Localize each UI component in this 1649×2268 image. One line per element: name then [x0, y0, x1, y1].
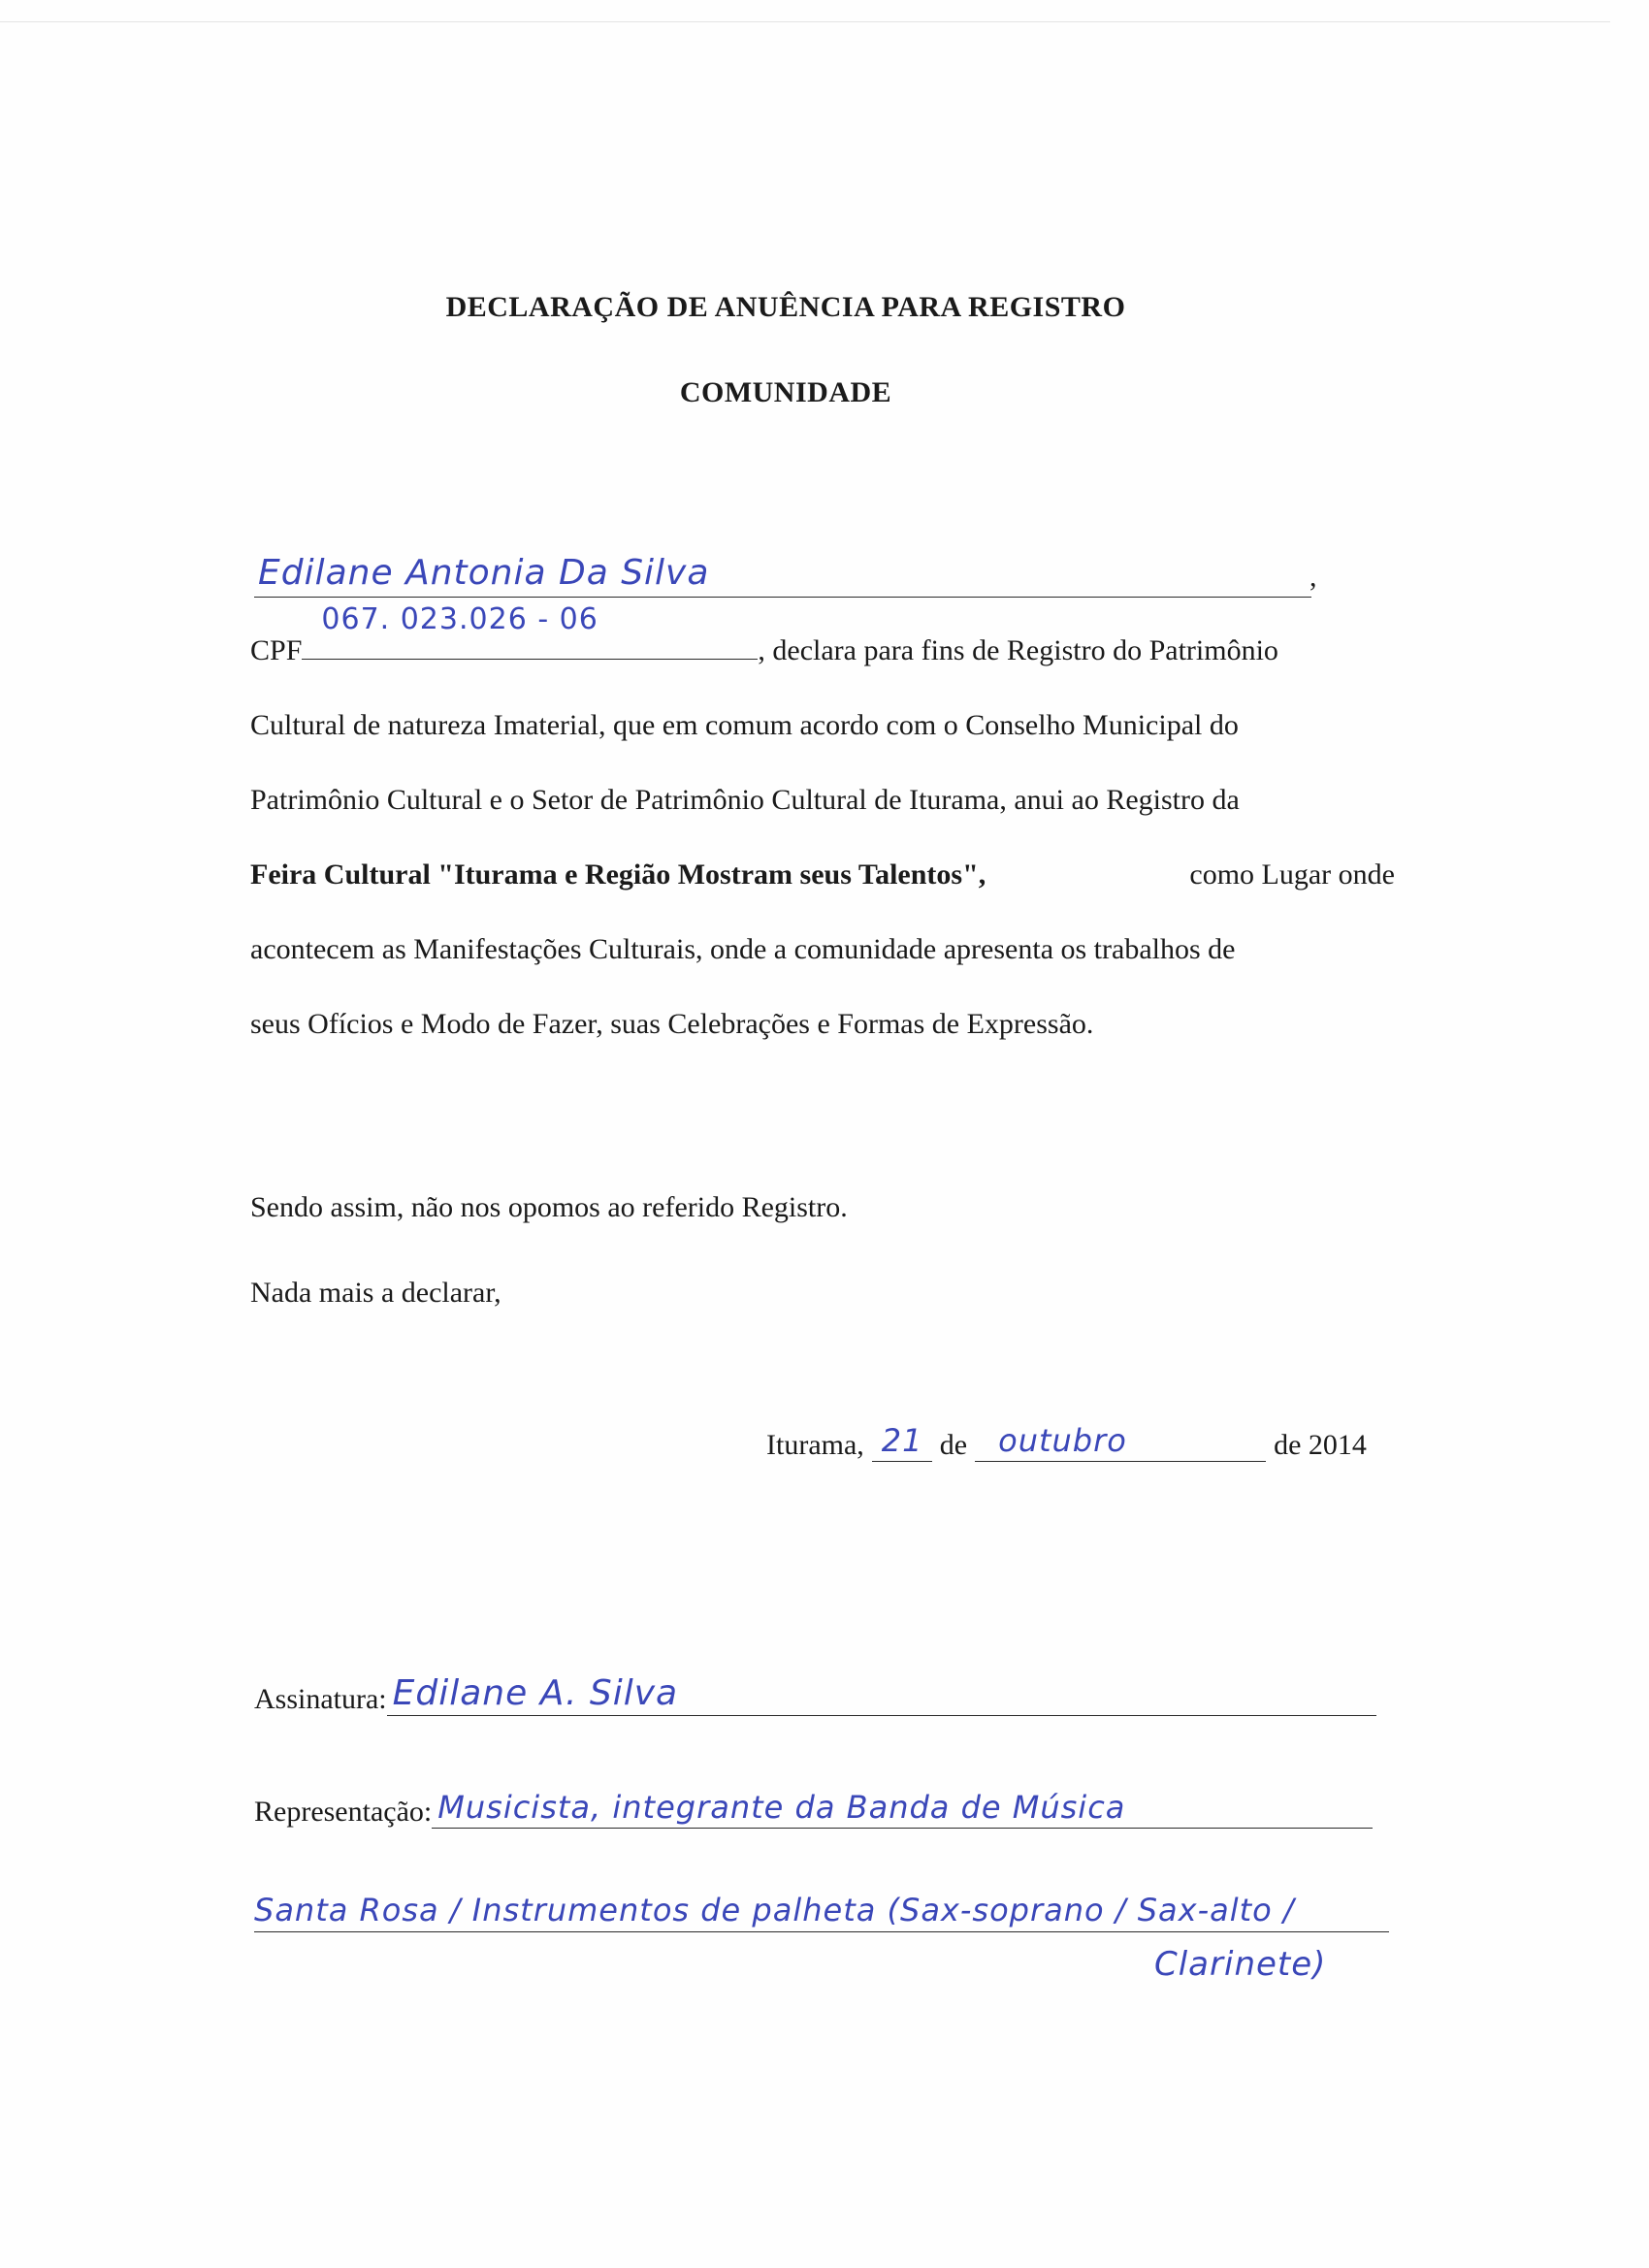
date-de: de: [939, 1429, 968, 1461]
representation-line-2: [254, 1890, 1399, 1932]
representation-field: [432, 1789, 1373, 1829]
cpf-field: [302, 602, 758, 660]
paragraph-line: [250, 837, 1395, 912]
paragraph-line-2: Cultural de natureza Imaterial, que em comum acordo com o Conselho Municipal do: [250, 709, 1239, 741]
signature-label: Assinatura:: [254, 1683, 387, 1715]
representation-handwriting-2: Santa Rosa / Instrumentos de palheta (Sax-soprano / Sax-alto /: [254, 1892, 1295, 1928]
representation-line-3: [1154, 1945, 1326, 1984]
date-month-handwriting: outubro: [998, 1422, 1127, 1459]
cpf-handwriting: 067. 023.026 - 06: [321, 602, 598, 636]
paragraph-line-6: seus Ofícios e Modo de Fazer, suas Celebrações e Formas de Expressão.: [250, 1008, 1094, 1040]
representation-label: Representação:: [254, 1796, 433, 1828]
scan-edge-line: [0, 21, 1610, 22]
paragraph-line-3: Patrimônio Cultural e o Setor de Patrimônio Cultural de Iturama, anui ao Registro da: [250, 784, 1240, 816]
signature-handwriting: Edilane A. Silva: [392, 1673, 679, 1713]
representation-row: [254, 1789, 1373, 1829]
document-subtitle: COMUNIDADE: [679, 376, 892, 408]
closing-statement: Sendo assim, não nos opomos ao referido Registro.: [250, 1191, 848, 1223]
signature-row: [254, 1673, 1376, 1716]
paragraph-line-1: , declara para fins de Registro do Patrimônio: [758, 634, 1278, 666]
date-day-field: [872, 1422, 932, 1462]
paragraph-line: [250, 912, 1395, 987]
representation-underline-2: [254, 1931, 1389, 1932]
date-year: de 2014: [1274, 1429, 1367, 1461]
representation-handwriting-3: Clarinete): [1154, 1945, 1327, 1984]
date-line: [766, 1422, 1367, 1462]
name-handwriting: Edilane Antonia Da Silva: [258, 553, 710, 593]
paragraph-line-5: acontecem as Manifestações Culturais, onde a comunidade apresenta os trabalhos de: [250, 933, 1236, 965]
declaration-paragraph: [250, 602, 1395, 1061]
signature-field: [387, 1673, 1376, 1716]
closing-remark: Nada mais a declarar,: [250, 1277, 501, 1309]
paragraph-line: [250, 602, 1395, 688]
document-title: DECLARAÇÃO DE ANUÊNCIA PARA REGISTRO: [445, 291, 1126, 323]
event-name: Feira Cultural "Iturama e Região Mostram seus Talentos",: [250, 859, 986, 891]
representation-handwriting-1: Musicista, integrante da Banda de Música: [437, 1789, 1126, 1826]
cpf-label: CPF: [250, 634, 303, 666]
date-day-handwriting: 21: [881, 1422, 923, 1459]
name-comma: ,: [1310, 561, 1317, 593]
paragraph-line: [250, 762, 1395, 837]
date-city: Iturama,: [766, 1429, 864, 1461]
paragraph-line: [250, 688, 1395, 762]
paragraph-line: [250, 987, 1395, 1061]
date-month-field: [975, 1422, 1266, 1462]
paragraph-line-4-rest: como Lugar onde: [1189, 859, 1395, 891]
